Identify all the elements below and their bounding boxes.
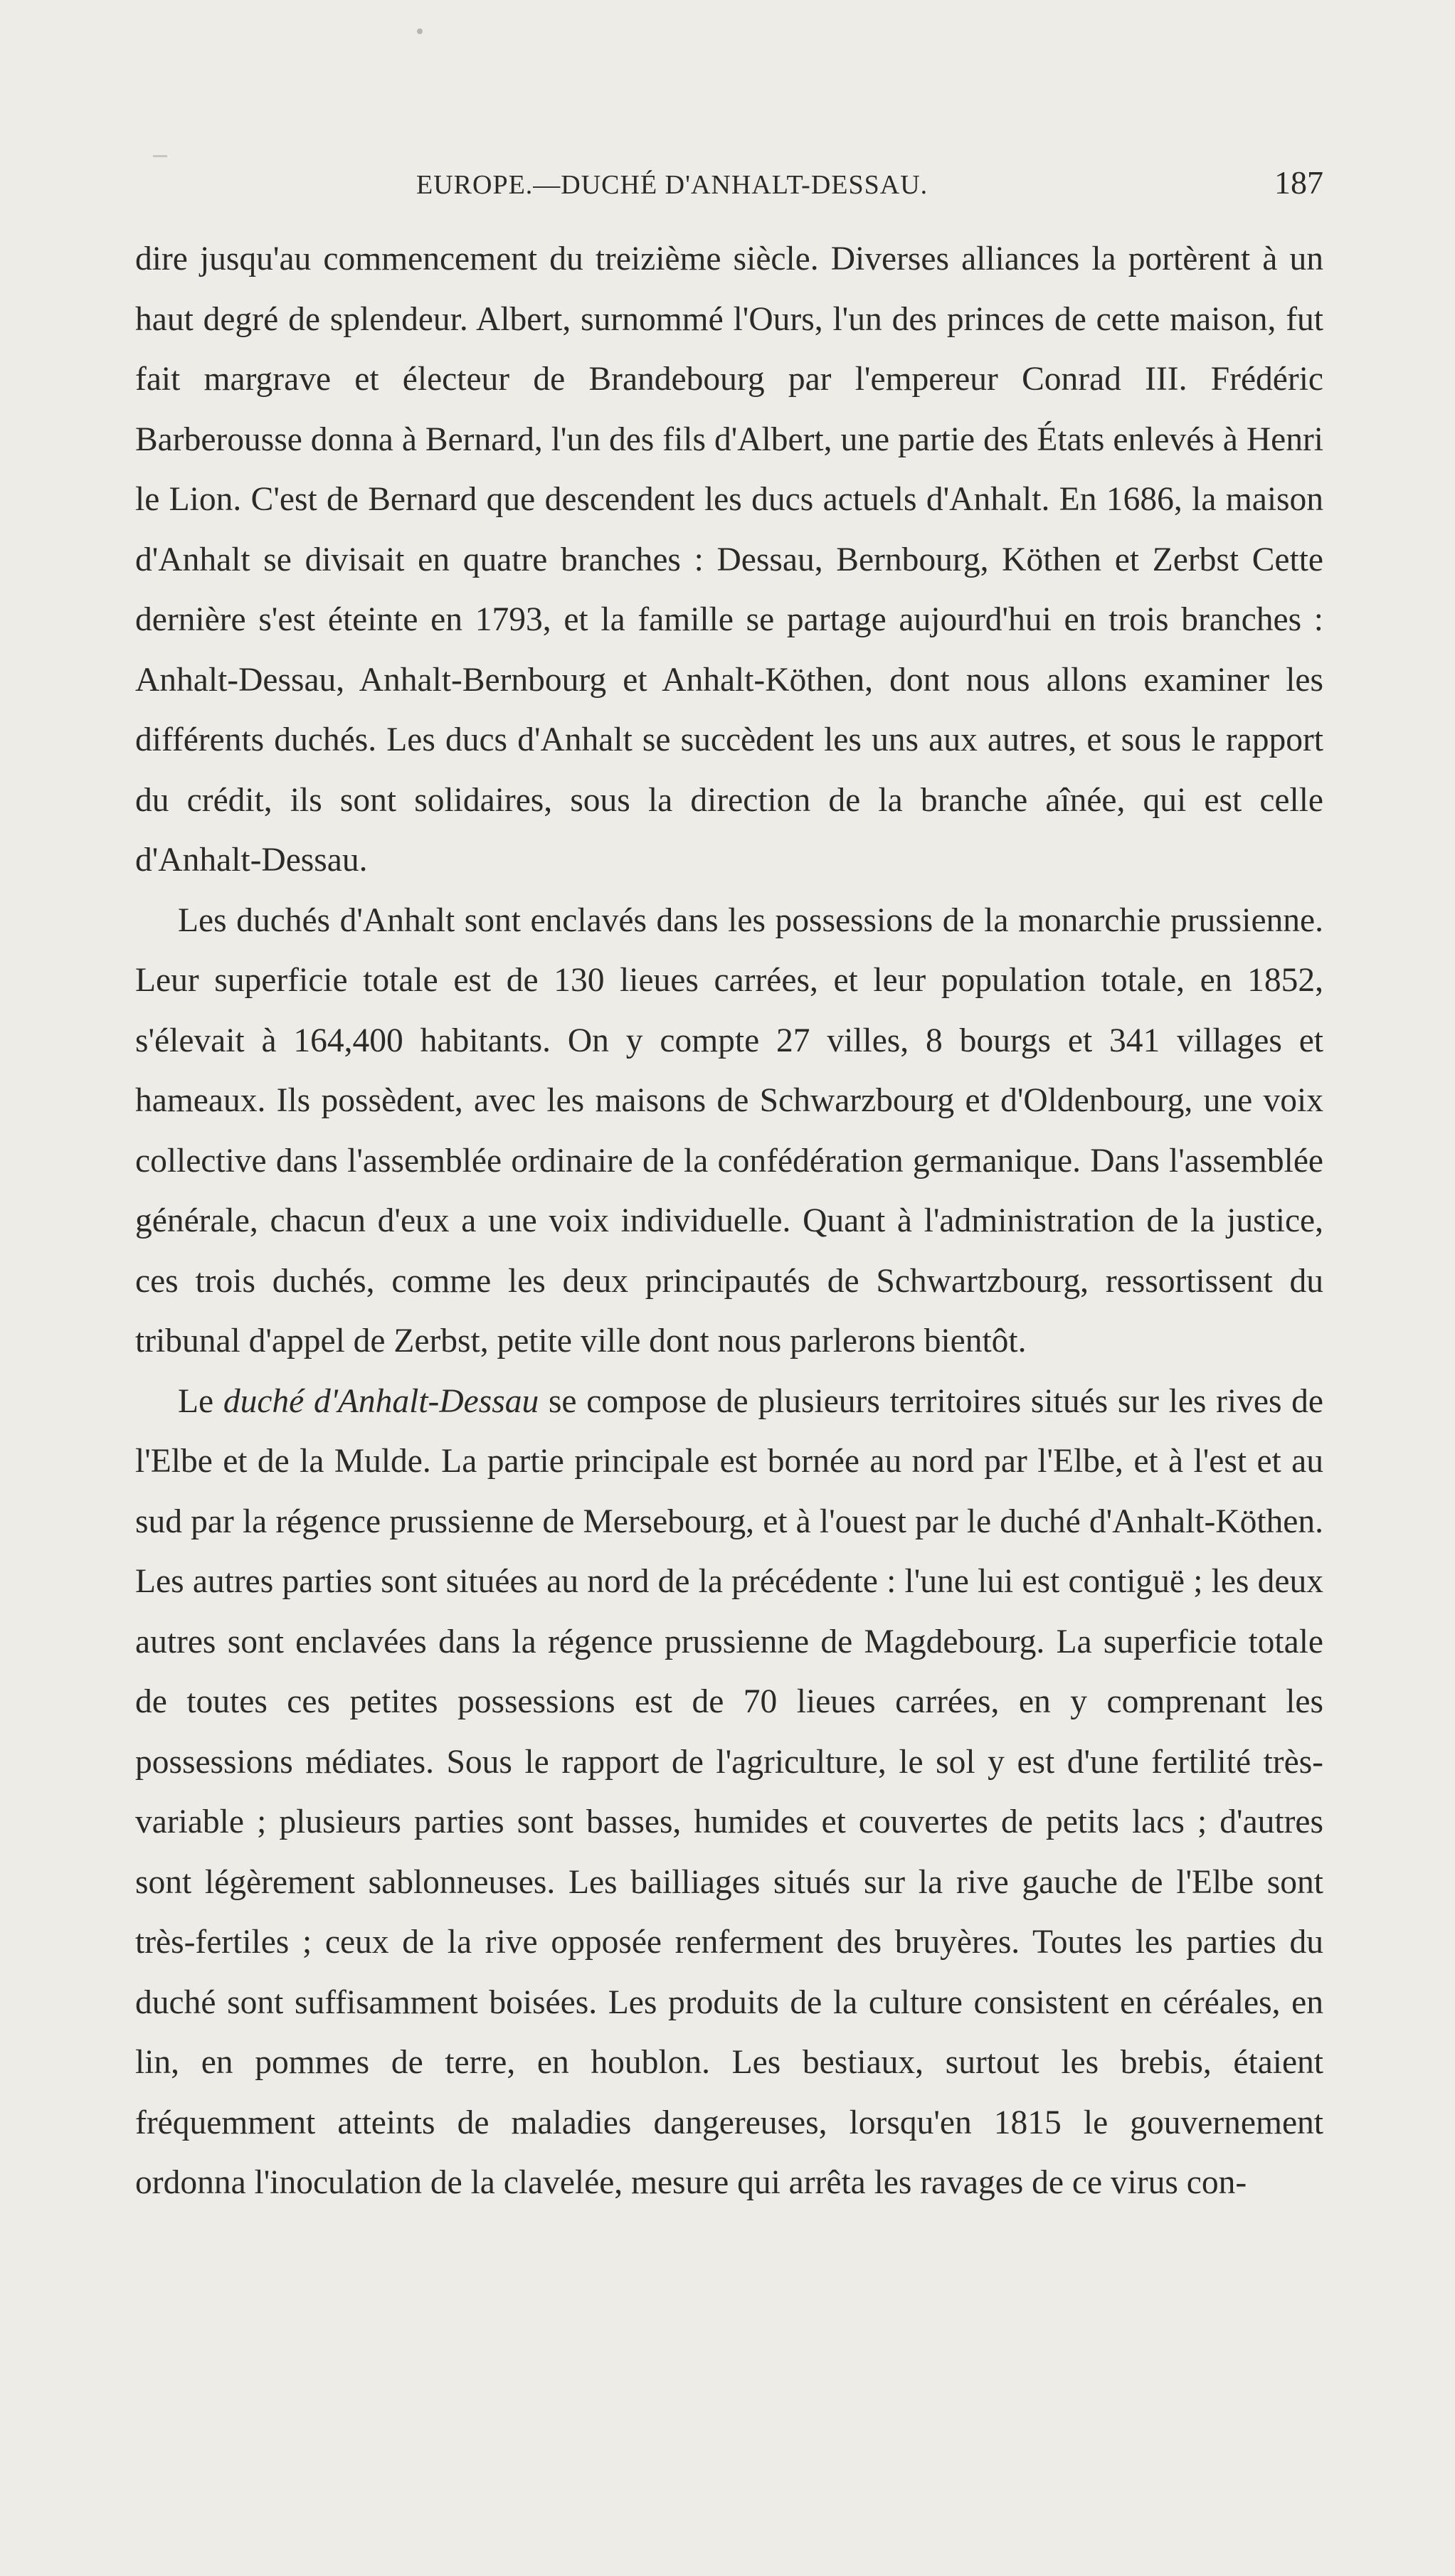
body-text <box>135 229 1323 2213</box>
paragraph-text: dire jusqu'au commencement du treizième siècle. Diverses alliances la portèrent à un haut degré de splendeur. Albert, surnommé l'Ours, l'un des princes de cette maison, fut fait margrave et électeur de Brandebourg par l'empereur Conrad III. Frédéric Barberousse donna à Bernard, l'un des fils d'Albert, une partie des États enlevés à Henri le Lion. C'est de Bernard que descendent les ducs actuels d'Anhalt. En 1686, la maison d'Anhalt se divisait en quatre branches : Dessau, Bernbourg, Köthen et Zerbst Cette dernière s'est éteinte en 1793, et la famille se partage aujourd'hui en trois branches : Anhalt-Dessau, Anhalt-Bernbourg et Anhalt-Köthen, dont nous allons examiner les différents duchés. Les ducs d'Anhalt se succèdent les uns aux autres, et sous le rapport du crédit, ils sont solidaires, sous la direction de la branche aînée, qui est celle d'Anhalt-Dessau. <box>135 240 1323 879</box>
paragraph-3 <box>135 1372 1323 2213</box>
paragraph-lead: Le <box>178 1382 223 1420</box>
paragraph-text: se compose de plusieurs territoires situés sur les rives de l'Elbe et de la Mulde. La partie principale est bornée au nord par l'Elbe, et à l'est et au sud par la régence prussienne de Mersebourg, et à l'ouest par le duché d'Anhalt-Köthen. Les autres parties sont situées au nord de la précédente : l'une lui est contiguë ; les deux autres sont enclavées dans la régence prussienne de Magdebourg. La superficie totale de toutes ces petites possessions est de 70 lieues carrées, en y comprenant les possessions médiates. Sous le rapport de l'agriculture, le sol y est d'une fertilité très-variable ; plusieurs parties sont basses, humides et couvertes de petits lacs ; d'autres sont légèrement sablonneuses. Les bailliages situés sur la rive gauche de l'Elbe sont très-fertiles ; ceux de la rive opposée renferment des bruyères. Toutes les parties du duché sont suffisamment boisées. Les produits de la culture consistent en céréales, en lin, en pommes de terre, en houblon. Les bestiaux, surtout les brebis, étaient fréquemment atteints de maladies dangereuses, lorsqu'en 1815 le gouvernement ordonna l'inoculation de la clavelée, mesure qui arrêta les ravages de ce virus con- <box>135 1382 1323 2201</box>
ink-mark <box>153 155 167 157</box>
paragraph-2 <box>135 891 1323 1372</box>
paragraph-1 <box>135 229 1323 891</box>
ink-speck <box>417 28 423 34</box>
italic-term: duché d'Anhalt-Dessau <box>223 1382 539 1420</box>
page-header <box>135 164 1330 206</box>
paragraph-text: Les duchés d'Anhalt sont enclavés dans les possessions de la monarchie prussienne. Leur superficie totale est de 130 lieues carrées, et leur population totale, en 1852, s'élevait à 164,400 habitants. On y compte 27 villes, 8 bourgs et 341 villages et hameaux. Ils possèdent, avec les maisons de Schwarzbourg et d'Oldenbourg, une voix collective dans l'assemblée ordinaire de la confédération germanique. Dans l'assemblée générale, chacun d'eux a une voix individuelle. Quant à l'administration de la justice, ces trois duchés, comme les deux principautés de Schwartzbourg, ressortissent du tribunal d'appel de Zerbst, petite ville dont nous parlerons bientôt. <box>135 901 1323 1359</box>
page-number: 187 <box>1274 164 1323 201</box>
running-head: EUROPE.—DUCHÉ D'ANHALT-DESSAU. <box>416 170 928 200</box>
